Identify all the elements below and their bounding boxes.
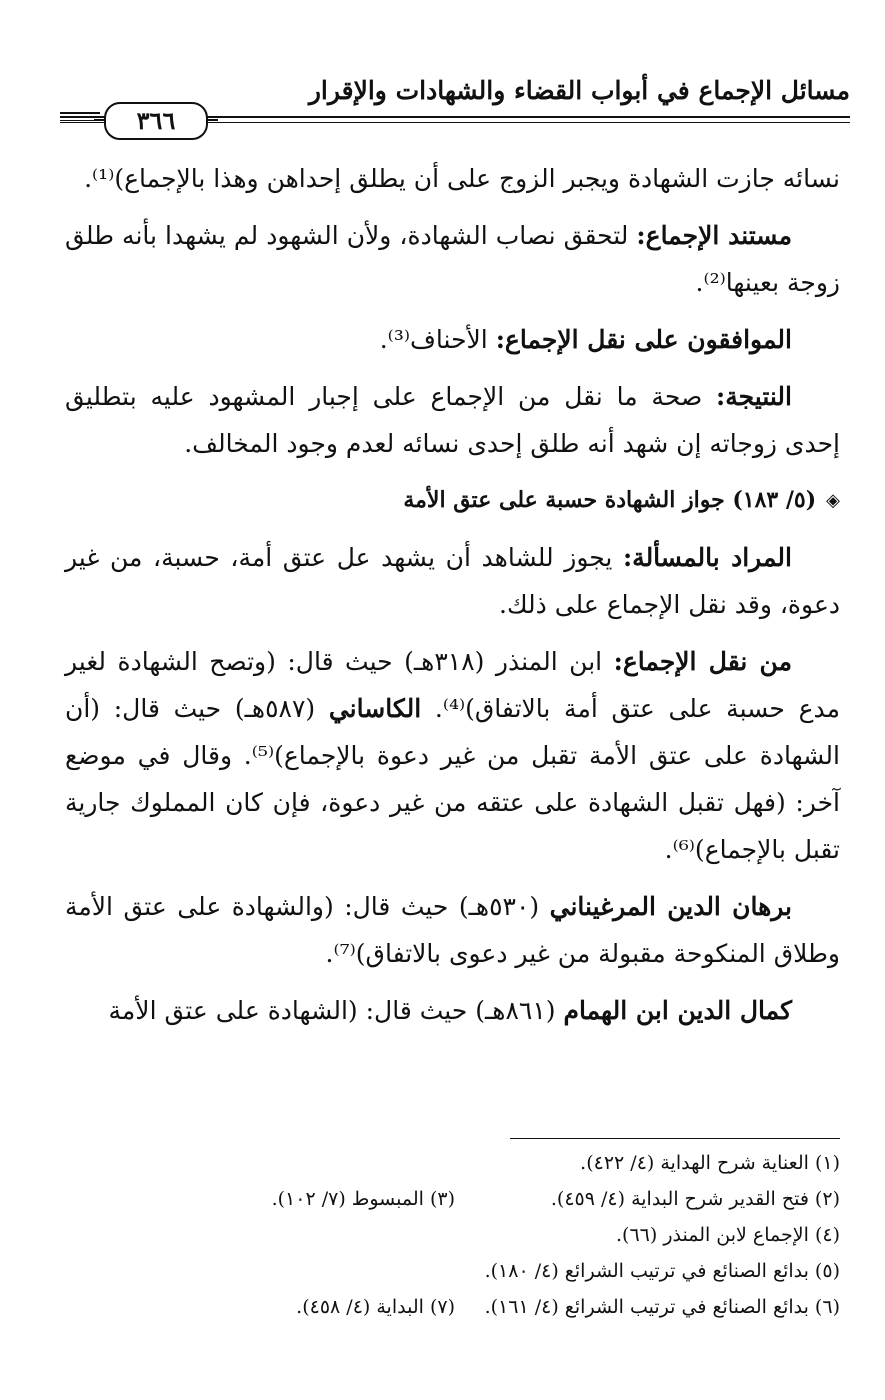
header-tail-rule — [60, 112, 100, 114]
footnote-1: (١) العناية شرح الهداية (٤/ ٤٢٢). — [580, 1152, 840, 1174]
footnote-2: (٢) فتح القدير شرح البداية (٤/ ٤٥٩). — [550, 1188, 840, 1210]
footnote-6: (٦) بدائع الصنائع في ترتيب الشرائع (٤/ ١٦١). — [484, 1296, 840, 1318]
paragraph-1 — [65, 155, 840, 202]
section-heading-text: (٥/ ١٨٣) جواز الشهادة حسبة على عتق الأمة — [403, 487, 817, 513]
author-name: برهان الدين المرغيناني — [549, 892, 793, 921]
paragraph-text: (٥٣٠هـ) حيث قال: (والشهادة على عتق الأمة وطلاق المنكوحة مقبولة من غير دعوى بالاتفاق)⁽⁷⁾. — [65, 892, 840, 968]
footnote-row — [65, 1217, 840, 1253]
footnote-separator — [510, 1138, 840, 1139]
paragraph-text: صحة ما نقل من الإجماع على إجبار المشهود عليه بتطليق إحدى زوجاته إن شهد أنه طلق إحدى نسائه لعدم وجود المخالف. — [65, 382, 840, 458]
footnote-row — [65, 1289, 840, 1325]
footnote-row — [65, 1145, 840, 1181]
paragraph-5 — [65, 534, 840, 628]
footnote-row — [65, 1181, 840, 1217]
paragraph-8 — [65, 987, 840, 1034]
paragraph-6 — [65, 638, 840, 873]
footnote-7: (٧) البداية (٤/ ٤٥٨). — [296, 1296, 455, 1318]
footnotes — [65, 1145, 840, 1325]
footnote-5: (٥) بدائع الصنائع في ترتيب الشرائع (٤/ ١٨٠). — [484, 1260, 840, 1282]
section-heading — [65, 477, 840, 524]
paragraph-text: يجوز للشاهد أن يشهد عل عتق أمة، حسبة، من غير دعوة، وقد نقل الإجماع على ذلك. — [65, 543, 840, 619]
paragraph-text: ابن المنذر (٣١٨هـ) حيث قال: (وتصح الشهادة لغير مدع حسبة على عتق أمة بالاتفاق)⁽⁴⁾. — [65, 647, 841, 723]
paragraph-4 — [65, 373, 840, 467]
paragraph-label: المراد بالمسألة: — [622, 543, 792, 572]
author-name: الكاساني — [328, 694, 422, 723]
author-name: كمال الدين ابن الهمام — [563, 996, 792, 1025]
paragraph-3 — [65, 316, 840, 363]
paragraph-label: من نقل الإجماع: — [613, 647, 792, 676]
page-number: ٣٦٦ — [104, 102, 208, 140]
footnote-row — [65, 1253, 840, 1289]
paragraph-label: النتيجة: — [716, 382, 792, 411]
running-title: مسائل الإجماع في أبواب القضاء والشهادات والإقرار — [308, 76, 850, 105]
paragraph-text: الأحناف⁽³⁾. — [379, 325, 496, 354]
main-text — [65, 155, 840, 1044]
paragraph-label: مستند الإجماع: — [636, 221, 792, 250]
footnote-4: (٤) الإجماع لابن المنذر (٦٦). — [616, 1224, 840, 1246]
paragraph-label: الموافقون على نقل الإجماع: — [495, 325, 792, 354]
diamond-bullet-icon: ◈ — [826, 490, 840, 511]
paragraph-text: لتحقق نصاب الشهادة، ولأن الشهود لم يشهدا بأنه طلق زوجة بعينها⁽²⁾. — [65, 221, 840, 297]
paragraph-text: (٥٨٧هـ) حيث قال: (أن الشهادة على عتق الأمة تقبل من غير دعوة بالإجماع)⁽⁵⁾. وقال في موضع آخر: (فهل تقبل الشهادة على عتقه من غير دعوة، فإن كان المملوك جارية تقبل بالإجماع)⁽⁶⁾. — [65, 694, 840, 864]
footnote-3: (٣) المبسوط (٧/ ١٠٢). — [271, 1188, 455, 1210]
paragraph-2 — [65, 212, 840, 306]
paragraph-text: (٨٦١هـ) حيث قال: (الشهادة على عتق الأمة — [108, 996, 564, 1025]
page-header — [60, 70, 850, 140]
paragraph-7 — [65, 883, 840, 977]
paragraph-text: نسائه جازت الشهادة ويجبر الزوج على أن يطلق إحداهن وهذا بالإجماع)⁽¹⁾. — [84, 164, 840, 193]
